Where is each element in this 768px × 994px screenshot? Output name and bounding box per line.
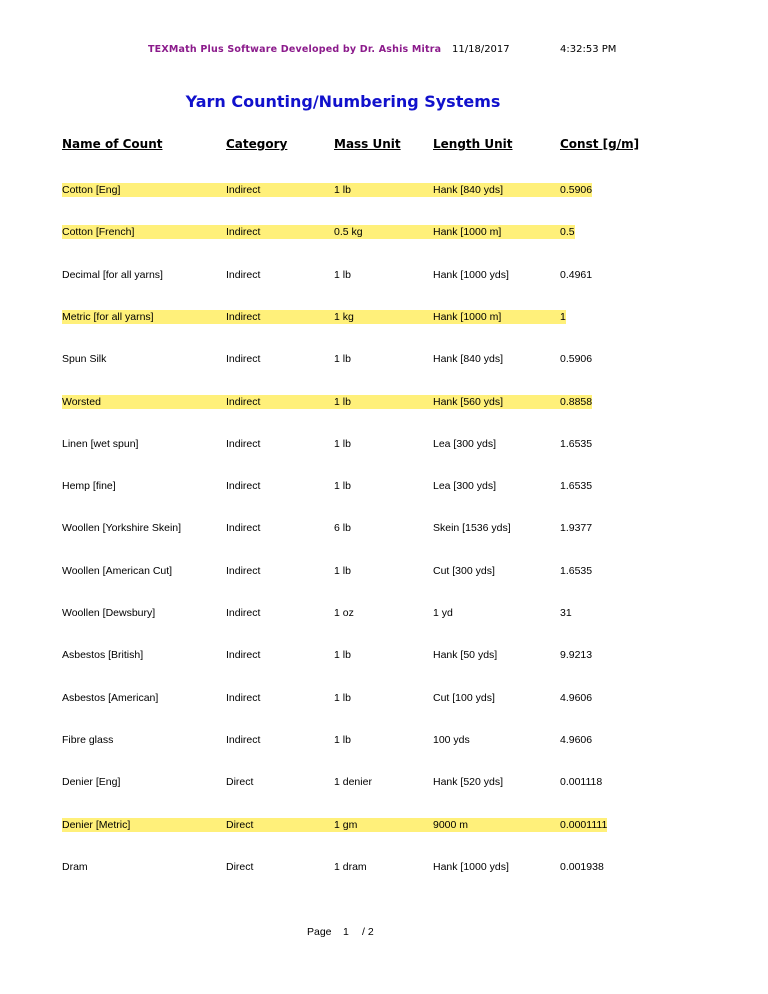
count-mass-unit: 1 dram [334, 861, 367, 873]
count-const: 1.6535 [560, 565, 593, 577]
count-category: Indirect [226, 522, 261, 534]
table-row [0, 648, 768, 662]
column-header-mass-unit: Mass Unit [334, 137, 401, 151]
column-header-const: Const [g/m] [560, 137, 640, 151]
page-title: Yarn Counting/Numbering Systems [185, 92, 501, 111]
count-name: Denier [Eng] [62, 776, 121, 788]
count-length-unit: Hank [520 yds] [433, 776, 504, 788]
count-name: Woollen [American Cut] [62, 565, 173, 577]
table-row [0, 310, 768, 324]
count-const: 1.6535 [560, 480, 593, 492]
table-row [0, 183, 768, 197]
table-row [0, 521, 768, 535]
count-length-unit: Skein [1536 yds] [433, 522, 511, 534]
column-header-length-unit: Length Unit [433, 137, 513, 151]
count-name: Fibre glass [62, 734, 114, 746]
table-row [0, 268, 768, 282]
count-name: Dram [62, 861, 88, 873]
count-name: Asbestos [British] [62, 649, 144, 661]
count-mass-unit: 1 lb [334, 438, 351, 450]
count-name: Cotton [French] [62, 225, 226, 239]
count-name: Denier [Metric] [62, 818, 226, 832]
count-mass-unit: 1 denier [334, 776, 372, 788]
table-row [0, 225, 768, 239]
count-category: Indirect [226, 395, 334, 409]
count-mass-unit: 1 lb [334, 565, 351, 577]
count-length-unit: Hank [560 yds] [433, 395, 560, 409]
count-length-unit: Hank [1000 yds] [433, 269, 509, 281]
count-category: Indirect [226, 565, 261, 577]
report-time: 4:32:53 PM [560, 44, 617, 55]
table-row [0, 775, 768, 789]
count-length-unit: 1 yd [433, 607, 453, 619]
table-row [0, 606, 768, 620]
count-const: 0.0001111 [560, 819, 608, 831]
count-mass-unit: 1 oz [334, 607, 354, 619]
count-category: Indirect [226, 480, 261, 492]
count-const: 9.9213 [560, 649, 593, 661]
count-mass-unit: 1 lb [334, 480, 351, 492]
table-row [0, 395, 768, 409]
count-mass-unit: 1 lb [334, 353, 351, 365]
count-category: Indirect [226, 310, 334, 324]
count-const: 0.5 [560, 226, 575, 238]
page-label: Page [307, 926, 332, 938]
count-mass-unit: 1 lb [334, 734, 351, 746]
count-length-unit: Hank [50 yds] [433, 649, 498, 661]
count-name: Asbestos [American] [62, 692, 159, 704]
count-length-unit: Hank [840 yds] [433, 183, 560, 197]
count-name: Decimal [for all yarns] [62, 269, 163, 281]
count-name: Spun Silk [62, 353, 107, 365]
count-name: Cotton [Eng] [62, 183, 226, 197]
count-category: Indirect [226, 438, 261, 450]
count-category: Direct [226, 818, 334, 832]
count-const: 4.9606 [560, 734, 593, 746]
count-mass-unit: 1 gm [334, 818, 433, 832]
count-category: Indirect [226, 183, 334, 197]
column-header-category: Category [226, 137, 288, 151]
count-const: 31 [560, 607, 572, 619]
count-category: Indirect [226, 607, 261, 619]
page-total: / 2 [362, 926, 374, 938]
count-name: Linen [wet spun] [62, 438, 139, 450]
count-category: Indirect [226, 225, 334, 239]
count-const: 0.5906 [560, 184, 593, 196]
count-const: 0.8858 [560, 396, 593, 408]
count-category: Indirect [226, 734, 261, 746]
count-mass-unit: 1 kg [334, 310, 433, 324]
software-credit: TEXMath Plus Software Developed by Dr. Ashis Mitra [148, 44, 442, 55]
table-row [0, 437, 768, 451]
table-row [0, 818, 768, 832]
count-length-unit: Hank [840 yds] [433, 353, 504, 365]
count-length-unit: 100 yds [433, 734, 470, 746]
count-category: Direct [226, 861, 254, 873]
count-mass-unit: 6 lb [334, 522, 351, 534]
count-length-unit: Cut [100 yds] [433, 692, 495, 704]
count-length-unit: Hank [1000 m] [433, 225, 560, 239]
count-name: Woollen [Dewsbury] [62, 607, 156, 619]
count-mass-unit: 0.5 kg [334, 225, 433, 239]
count-const: 1.9377 [560, 522, 593, 534]
count-name: Hemp [fine] [62, 480, 116, 492]
count-const: 0.4961 [560, 269, 593, 281]
count-const: 0.001938 [560, 861, 604, 873]
table-row [0, 564, 768, 578]
count-mass-unit: 1 lb [334, 183, 433, 197]
count-category: Indirect [226, 269, 261, 281]
table-row [0, 691, 768, 705]
count-category: Indirect [226, 353, 261, 365]
count-length-unit: Lea [300 yds] [433, 438, 497, 450]
table-row [0, 860, 768, 874]
count-mass-unit: 1 lb [334, 395, 433, 409]
count-const: 0.5906 [560, 353, 593, 365]
report-date: 11/18/2017 [452, 44, 510, 55]
column-header-name: Name of Count [62, 137, 163, 151]
count-length-unit: Hank [1000 m] [433, 310, 560, 324]
count-name: Woollen [Yorkshire Skein] [62, 522, 182, 534]
count-const: 0.001118 [560, 776, 603, 788]
count-category: Indirect [226, 692, 261, 704]
count-length-unit: Lea [300 yds] [433, 480, 497, 492]
count-mass-unit: 1 lb [334, 269, 351, 281]
count-mass-unit: 1 lb [334, 692, 351, 704]
count-length-unit: 9000 m [433, 818, 560, 832]
table-row [0, 479, 768, 493]
count-const: 4.9606 [560, 692, 593, 704]
count-length-unit: Cut [300 yds] [433, 565, 495, 577]
page-number: 1 [343, 926, 349, 938]
count-category: Indirect [226, 649, 261, 661]
count-name: Metric [for all yarns] [62, 310, 226, 324]
count-category: Direct [226, 776, 254, 788]
count-mass-unit: 1 lb [334, 649, 351, 661]
count-length-unit: Hank [1000 yds] [433, 861, 509, 873]
count-const: 1 [560, 311, 566, 323]
count-name: Worsted [62, 395, 226, 409]
table-row [0, 352, 768, 366]
table-row [0, 733, 768, 747]
count-const: 1.6535 [560, 438, 593, 450]
